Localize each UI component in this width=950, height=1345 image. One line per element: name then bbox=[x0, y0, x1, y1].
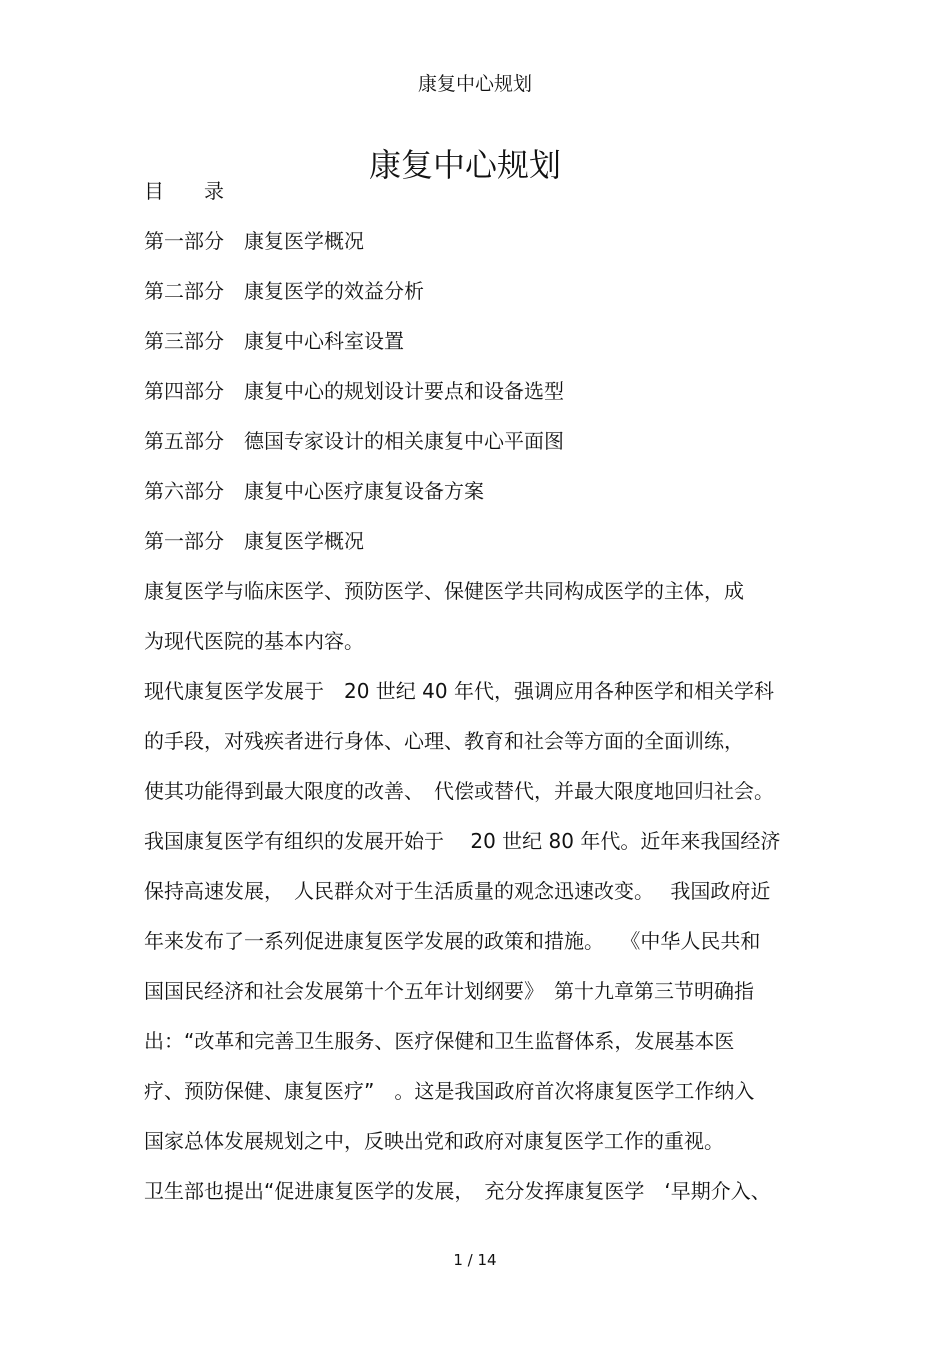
page-number: 1 / 14 bbox=[453, 1251, 497, 1269]
table-of-contents bbox=[144, 226, 809, 526]
body-line: 康复医学与临床医学、预防医学、保健医学共同构成医学的主体，成 bbox=[144, 579, 744, 603]
body-line: 保持高速发展， 人民群众对于生活质量的观念迅速改变。 我国政府近 bbox=[144, 879, 771, 903]
section-heading: 第一部分 康复医学概况 bbox=[144, 529, 364, 553]
document-body bbox=[144, 176, 809, 1226]
body-line: 疗、预防保健、康复医疗” 。这是我国政府首次将康复医学工作纳入 bbox=[144, 1079, 755, 1103]
body-line: 的手段，对残疾者进行身体、心理、教育和社会等方面的全面训练， bbox=[144, 729, 744, 753]
toc-item: 第四部分 康复中心的规划设计要点和设备选型 bbox=[144, 379, 564, 403]
body-line: 年来发布了一系列促进康复医学发展的政策和措施。 《中华人民共和 bbox=[144, 929, 761, 953]
body-line: 卫生部也提出“促进康复医学的发展， 充分发挥康复医学 ‘早期介入、 bbox=[144, 1179, 771, 1203]
body-line: 国国民经济和社会发展第十个五年计划纲要》 第十九章第三节明确指 bbox=[144, 979, 754, 1003]
toc-item: 第五部分 德国专家设计的相关康复中心平面图 bbox=[144, 429, 564, 453]
section-body bbox=[144, 576, 809, 1226]
body-line: 国家总体发展规划之中，反映出党和政府对康复医学工作的重视。 bbox=[144, 1129, 724, 1153]
toc-item: 第二部分 康复医学的效益分析 bbox=[144, 279, 424, 303]
running-header: 康复中心规划 bbox=[417, 73, 532, 95]
body-line: 现代康复医学发展于 20 世纪 40 年代，强调应用各种医学和相关学科 bbox=[144, 679, 774, 703]
toc-item: 第一部分 康复医学概况 bbox=[144, 229, 364, 253]
body-line: 我国康复医学有组织的发展开始于 20 世纪 80 年代。近年来我国经济 bbox=[144, 829, 781, 853]
body-line: 使其功能得到最大限度的改善、 代偿或替代，并最大限度地回归社会。 bbox=[144, 779, 774, 803]
body-line: 出：“改革和完善卫生服务、医疗保健和卫生监督体系，发展基本医 bbox=[144, 1029, 735, 1053]
toc-item: 第三部分 康复中心科室设置 bbox=[144, 329, 404, 353]
document-title: 康复中心规划 bbox=[368, 146, 561, 185]
toc-heading: 目 录 bbox=[144, 179, 224, 203]
body-line: 为现代医院的基本内容。 bbox=[144, 629, 364, 653]
toc-item: 第六部分 康复中心医疗康复设备方案 bbox=[144, 479, 484, 503]
